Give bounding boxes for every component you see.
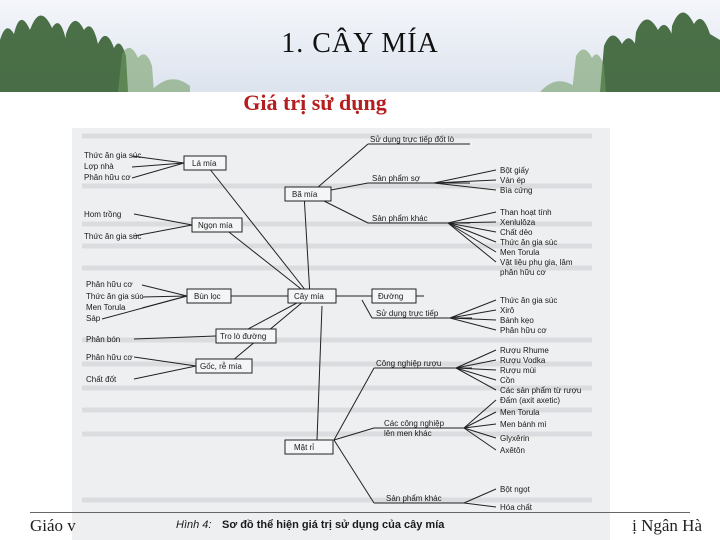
slide-title: 1. CÂY MÍA (281, 28, 439, 59)
footer-author-right: ị Ngân Hà (632, 516, 702, 535)
left-item: Men Torula (86, 303, 126, 312)
right-item: Các sản phẩm từ rượu (500, 386, 582, 395)
slide-subtitle: Giá trị sử dụng (243, 90, 387, 115)
mid-label: Sản phẩm khác (386, 494, 442, 503)
right-item: Đấm (axit axetic) (500, 396, 561, 405)
right-item: Axêtôn (500, 446, 525, 455)
right-item: Phân hữu cơ (500, 326, 547, 335)
left-item: Thức ăn gia súc (86, 292, 144, 301)
right-item: Than hoạt tính (500, 208, 552, 217)
right-item: Ván ép (500, 176, 526, 185)
right-item: Xirô (500, 306, 515, 315)
left-item: Lợp nhà (84, 162, 114, 171)
right-item: Rượu mùi (500, 366, 536, 375)
label-la-mia: Lá mía (192, 159, 217, 168)
label-goc-re-mia: Gốc, rễ mía (200, 362, 242, 371)
footer-rule (30, 512, 690, 513)
footer-author-left: Giáo v (30, 516, 76, 535)
label-bun-loc: Bùn lọc (194, 292, 221, 301)
label-ba-mia: Bã mía (292, 190, 318, 199)
right-item: Bột ngọt (500, 485, 530, 494)
left-item: Phân hữu cơ (84, 173, 131, 182)
right-item: Cồn (500, 376, 515, 385)
right-item: Xenlulôza (500, 218, 536, 227)
label-mat-ri: Mật rỉ (294, 443, 314, 452)
right-item: Vật liệu phụ gia, lâm (500, 258, 573, 267)
right-item: Bột giấy (500, 166, 529, 175)
mid-label: Sản phẩm khác (372, 214, 428, 223)
right-item: Hóa chất (500, 503, 533, 512)
left-item: Phân hữu cơ (86, 353, 133, 362)
caption-prefix: Hình 4: (176, 519, 212, 531)
right-item: Rượu Vodka (500, 356, 546, 365)
mid-label: Sản phẩm sợ (372, 174, 420, 183)
right-item: Men Torula (500, 248, 540, 257)
scanned-diagram (72, 128, 610, 540)
label-tro-lo-duong: Tro lò đường (220, 332, 267, 341)
right-item: Men bánh mì (500, 420, 547, 429)
right-item: Glyxêrin (500, 434, 530, 443)
right-item: phân hữu cơ (500, 268, 546, 277)
mid-label: Sử dụng trực tiếp đốt lò (370, 135, 455, 144)
right-item: Thức ăn gia súc (500, 296, 558, 305)
mid-label: Các công nghiệp (384, 419, 445, 428)
label-ngon-mia: Ngọn mía (198, 221, 233, 230)
right-item: Thức ăn gia súc (500, 238, 558, 247)
left-item: Thức ăn gia súc (84, 151, 142, 160)
right-item: Men Torula (500, 408, 540, 417)
label-cay-mia: Cây mía (294, 292, 324, 301)
left-item: Phân bón (86, 335, 121, 344)
left-item: Thức ăn gia súc (84, 232, 142, 241)
right-item: Bánh kẹo (500, 316, 534, 325)
label-duong: Đường (378, 292, 404, 301)
right-item: Chất dẻo (500, 228, 533, 237)
mid-label: lên men khác (384, 429, 432, 438)
mid-label: Công nghiệp rượu (376, 359, 442, 368)
right-item: Bìa cứng (500, 186, 533, 195)
left-item: Phân hữu cơ (86, 280, 133, 289)
mid-label: Sử dụng trực tiếp (376, 309, 439, 318)
right-item: Rượu Rhume (500, 346, 549, 355)
left-item: Hom trồng (84, 210, 122, 219)
diagram-caption: Sơ đồ thể hiện giá trị sử dụng của cây mía (222, 519, 445, 531)
left-item: Sáp (86, 314, 101, 323)
left-item: Chất đốt (86, 375, 117, 384)
